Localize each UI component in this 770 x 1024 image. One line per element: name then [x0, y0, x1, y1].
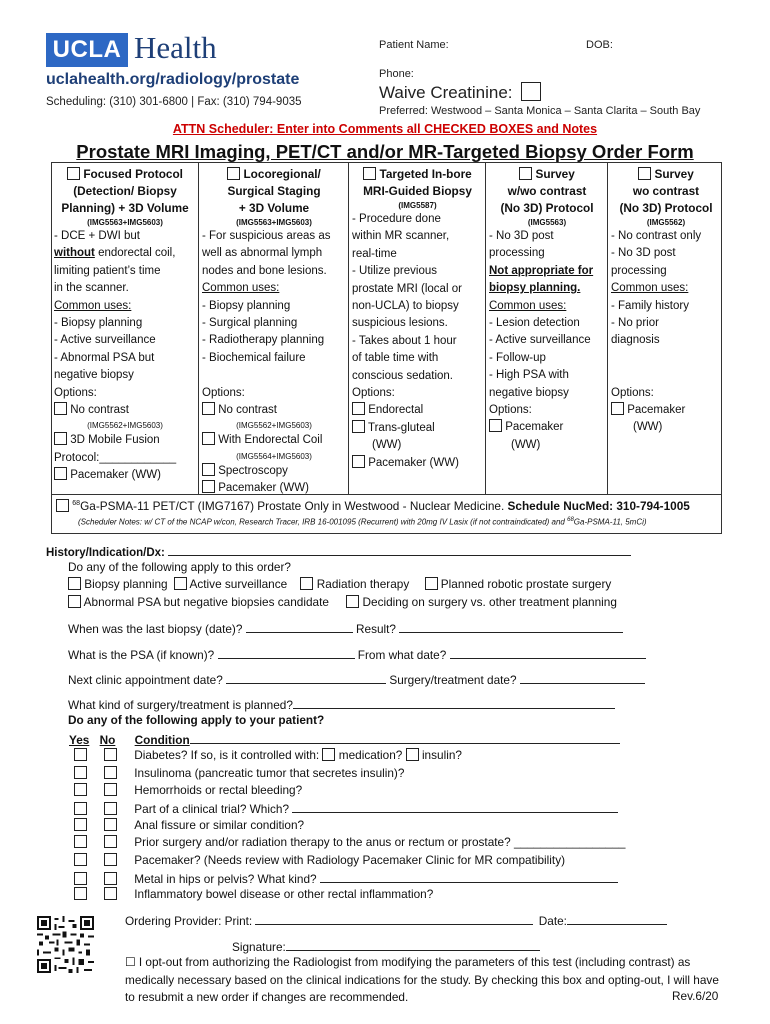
survey-without-contrast-column [611, 166, 721, 437]
description-line: - DCE + DWI but [54, 230, 140, 242]
history-input-line[interactable] [168, 543, 631, 556]
targeted-biopsy-column [352, 166, 483, 472]
patient-conditions-question: Do any of the following apply to your patient? [68, 713, 325, 727]
date-label: Date: [538, 914, 567, 928]
website-url[interactable]: uclahealth.org/radiology/prostate [46, 71, 300, 88]
description-line: - Takes about 1 hour [352, 334, 457, 347]
no-checkbox[interactable] [104, 783, 117, 796]
condition-row [74, 835, 625, 849]
common-uses-label: Common uses: [489, 299, 567, 312]
scheduler-notes [78, 517, 647, 527]
description-line: well as abnormal lymph [202, 247, 323, 260]
history-label: History/Indication/Dx: [46, 547, 165, 559]
order-options-row-2 [68, 595, 617, 609]
options-label: Options: [611, 386, 654, 399]
psa-date-label: From what date? [357, 648, 447, 662]
exam-code: (IMG5563+IMG5603) [87, 218, 163, 227]
patient-name-label: Patient Name: [379, 39, 449, 51]
option-label: Protocol:____________ [54, 451, 177, 464]
no-checkbox[interactable] [104, 835, 117, 848]
3d-mobile-fusion-checkbox[interactable] [54, 432, 67, 445]
health-logo-text: Health [134, 30, 217, 65]
signature-input[interactable] [286, 938, 540, 951]
condition-row [74, 853, 565, 867]
use-item: - Active surveillance [54, 334, 156, 347]
column-heading: Locoregional/ [243, 167, 321, 181]
column-heading: Targeted In-bore [379, 167, 472, 181]
next-clinic-input[interactable] [226, 671, 386, 684]
no-checkbox[interactable] [104, 887, 117, 900]
robotic-surgery-checkbox[interactable] [425, 577, 438, 590]
surgery-kind-row [68, 696, 615, 712]
use-item: - Biochemical failure [202, 351, 306, 364]
option-label: Trans-gluteal [368, 421, 435, 434]
option-label: (WW) [372, 439, 402, 452]
description-line: - No 3D post [611, 247, 676, 260]
clinic-appointment-row [68, 671, 645, 687]
option-label: Pacemaker (WW) [218, 482, 309, 495]
no-checkbox[interactable] [104, 802, 117, 815]
psma-pet-row [51, 494, 722, 534]
condition-row [74, 766, 404, 780]
description-line: - For suspicious areas as [202, 230, 331, 242]
insulin-checkbox[interactable] [406, 748, 419, 761]
option-label: insulin? [421, 748, 462, 762]
psa-label: What is the PSA (if known)? [68, 648, 215, 662]
yes-checkbox[interactable] [74, 783, 87, 796]
option-label: Pacemaker [505, 421, 564, 434]
endorectal-coil-checkbox[interactable] [202, 432, 215, 445]
exam-code: (IMG5562) [646, 218, 686, 227]
column-heading: Survey [654, 167, 694, 181]
description-line: limiting patient’s time [54, 264, 161, 277]
survey-with-contrast-checkbox[interactable] [519, 167, 532, 180]
biopsy-planning-checkbox[interactable] [68, 577, 81, 590]
no-checkbox[interactable] [104, 766, 117, 779]
pacemaker-checkbox[interactable] [489, 419, 502, 432]
opt-out-statement [125, 954, 727, 1007]
waive-creatinine [379, 82, 541, 103]
options-label: Options: [352, 387, 395, 400]
psma-pet-checkbox[interactable] [56, 499, 69, 512]
condition-label: Prior surgery and/or radiation therapy to the anus or rectum or prostate? _________________ [134, 835, 626, 849]
yes-column-header: Yes [69, 733, 90, 747]
option-label: 3D Mobile Fusion [70, 434, 160, 447]
option-label: With Endorectal Coil [218, 434, 323, 447]
use-item: - Abnormal PSA but [54, 351, 155, 364]
condition-row [74, 748, 462, 762]
description-line: - No 3D post [489, 230, 554, 242]
order-options-row-1 [68, 577, 611, 591]
option-label: (WW) [511, 438, 541, 451]
column-heading: (No 3D) Protocol [619, 201, 713, 215]
no-contrast-checkbox[interactable] [54, 402, 67, 415]
no-checkbox[interactable] [104, 818, 117, 831]
description-line: - No contrast only [611, 230, 702, 242]
focused-protocol-column [54, 166, 196, 485]
waive-creatinine-label: Waive Creatinine: [379, 83, 513, 102]
condition-label: Metal in hips or pelvis? What kind? [134, 872, 317, 886]
survey-with-contrast-column [489, 166, 605, 454]
description-line: conscious sedation. [352, 369, 454, 382]
warning-line: Not appropriate for [489, 264, 594, 277]
protocol-table [51, 162, 722, 495]
next-clinic-label: Next clinic appointment date? [68, 673, 223, 687]
option-label: Pacemaker [627, 404, 686, 417]
result-label: Result? [355, 622, 396, 636]
isotope-superscript: 68 [72, 500, 81, 508]
deciding-surgery-checkbox[interactable] [346, 595, 359, 608]
no-contrast-checkbox[interactable] [202, 402, 215, 415]
phone-label: Phone: [379, 68, 414, 80]
use-item: negative biopsy [489, 386, 569, 399]
description-line: prostate MRI (local or [352, 282, 462, 295]
attn-scheduler-note: ATTN Scheduler: Enter into Comments all CHECKED BOXES and Notes [172, 122, 598, 136]
condition-row [74, 818, 304, 832]
column-heading: wo contrast [632, 184, 700, 198]
option-label: (WW) [633, 421, 663, 434]
option-label: Biopsy planning [84, 577, 168, 591]
use-item: negative biopsy [54, 369, 134, 382]
description-line: real-time [352, 247, 397, 260]
dob-label: DOB: [586, 39, 613, 51]
surgery-kind-input[interactable] [293, 696, 615, 709]
description-line: in the scanner. [54, 282, 129, 295]
signature-row [232, 938, 540, 954]
condition-label: Diabetes? If so, is it controlled with: [134, 748, 320, 762]
option-label: Spectroscopy [218, 464, 288, 477]
column-heading: Planning) + 3D Volume [61, 201, 189, 215]
use-item: diagnosis [611, 334, 660, 347]
ordering-provider-label: Ordering Provider: Print: [125, 914, 253, 928]
option-label: No contrast [218, 404, 278, 417]
targeted-biopsy-checkbox[interactable] [363, 167, 376, 180]
description-line: - Procedure done [352, 213, 441, 225]
option-label: Pacemaker (WW) [368, 456, 459, 469]
column-heading: w/wo contrast [507, 184, 587, 198]
pacemaker-checkbox[interactable] [352, 455, 365, 468]
use-item: - Surgical planning [202, 317, 298, 330]
pacemaker-checkbox[interactable] [611, 402, 624, 415]
exam-code: (IMG5564+IMG5603) [236, 451, 312, 461]
option-label: Pacemaker (WW) [70, 469, 161, 482]
use-item: - Biopsy planning [202, 299, 291, 312]
ucla-logo: UCLA [46, 33, 128, 67]
active-surveillance-checkbox[interactable] [174, 577, 187, 590]
no-checkbox[interactable] [104, 872, 117, 885]
surgery-date-input[interactable] [520, 671, 645, 684]
surgery-kind-label: What kind of surgery/treatment is planned? [68, 698, 293, 712]
nucmed-phone: Schedule NucMed: 310-794-1005 [507, 499, 690, 513]
abnormal-psa-checkbox[interactable] [68, 595, 81, 608]
condition-row [74, 783, 302, 797]
column-heading: Focused Protocol [83, 167, 183, 181]
metal-kind-input[interactable] [320, 870, 618, 883]
condition-column-header: Condition [134, 733, 190, 747]
common-uses-label: Common uses: [202, 282, 280, 295]
last-biopsy-input[interactable] [246, 620, 353, 633]
options-label: Options: [202, 386, 245, 399]
exam-code: (IMG5562+IMG5603) [236, 421, 312, 431]
option-label: Radiation therapy [316, 577, 410, 591]
yes-checkbox[interactable] [74, 853, 87, 866]
condition-label: Anal fissure or similar condition? [134, 818, 305, 832]
column-heading: Survey [535, 167, 575, 181]
result-input[interactable] [399, 620, 623, 633]
options-label: Options: [54, 386, 97, 399]
description-line: suspicious lesions. [352, 317, 448, 330]
use-item: - No prior [611, 317, 659, 330]
condition-row [74, 800, 618, 816]
option-label: medication? [338, 748, 403, 762]
yes-checkbox[interactable] [74, 766, 87, 779]
option-label: Abnormal PSA but negative biopsies candidate [83, 595, 329, 609]
order-question: Do any of the following apply to this order? [68, 560, 291, 574]
psa-date-input[interactable] [450, 646, 646, 659]
trans-gluteal-checkbox[interactable] [352, 420, 365, 433]
description-line: of table time with [352, 352, 439, 365]
psma-description: Ga-PSMA-11 PET/CT (IMG7167) Prostate Only in Westwood - Nuclear Medicine. [80, 499, 508, 513]
use-item: - Lesion detection [489, 317, 580, 330]
ordering-provider-input[interactable] [255, 912, 533, 925]
conditions-header [69, 731, 620, 747]
column-heading: MRI-Guided Biopsy [363, 184, 472, 198]
use-item: - Radiotherapy planning [202, 334, 325, 347]
description-line: within MR scanner, [352, 230, 450, 243]
yes-checkbox[interactable] [74, 872, 87, 885]
description-line: non-UCLA) to biopsy [352, 300, 459, 313]
use-item: - Active surveillance [489, 334, 591, 347]
use-item: - Follow-up [489, 351, 546, 364]
last-biopsy-label: When was the last biopsy (date)? [68, 622, 243, 636]
preferred-locations: Preferred: Westwood – Santa Monica – Santa Clarita – South Bay [379, 105, 701, 117]
no-checkbox[interactable] [104, 748, 117, 761]
exam-code: (IMG5563+IMG5603) [236, 218, 312, 227]
clinical-trial-input[interactable] [292, 800, 618, 813]
column-heading: Surgical Staging [227, 184, 321, 198]
exam-code: (IMG5563) [527, 218, 567, 227]
description-line: processing [611, 264, 667, 277]
exam-code: (IMG5562+IMG5603) [87, 421, 163, 431]
description-line: nodes and bone lesions. [202, 264, 327, 277]
yes-checkbox[interactable] [74, 887, 87, 900]
description-emphasis: without [54, 247, 95, 260]
revision-label: Rev.6/20 [672, 989, 719, 1003]
isotope-superscript: 68 [567, 517, 574, 523]
radiation-therapy-checkbox[interactable] [300, 577, 313, 590]
common-uses-label: Common uses: [54, 299, 132, 312]
scheduler-notes-text: (Scheduler Notes: w/ CT of the NCAP w/con, Research Tracer, IRB 16-001095 (Recurrent) with 20mg IV Lasix (if not contraindicated) and [78, 517, 568, 527]
condition-row [74, 887, 433, 901]
no-checkbox[interactable] [104, 853, 117, 866]
description-line: processing [489, 247, 545, 260]
psa-row [68, 646, 646, 662]
psa-input[interactable] [218, 646, 355, 659]
use-item: - Biopsy planning [54, 317, 143, 330]
opt-out-text: ☐ I opt-out from authorizing the Radiologist from modifying the parameters of this test (including contrast) as medically necessary based on the clinical indications for the study. By checking this box and opting-out, I will have to resubmit a new order if changes are recommended. [125, 955, 719, 1004]
option-label: Deciding on surgery vs. other treatment planning [362, 595, 617, 609]
pacemaker-checkbox[interactable] [54, 467, 67, 480]
no-column-header: No [99, 733, 116, 747]
locoregional-column [202, 166, 346, 498]
scheduling-info: Scheduling: (310) 301-6800 | Fax: (310) 794-9035 [46, 96, 302, 108]
yes-checkbox[interactable] [74, 748, 87, 761]
condition-row [74, 870, 618, 886]
last-biopsy-row [68, 620, 623, 636]
common-uses-label: Common uses: [611, 282, 689, 295]
use-item: - High PSA with [489, 369, 569, 382]
history-field [46, 543, 631, 559]
locoregional-checkbox[interactable] [227, 167, 240, 180]
yes-checkbox[interactable] [74, 835, 87, 848]
waive-creatinine-checkbox[interactable] [521, 82, 541, 101]
medication-checkbox[interactable] [322, 748, 335, 761]
signature-label: Signature: [232, 940, 286, 954]
description-line: endorectal coil, [94, 247, 176, 260]
condition-label: Part of a clinical trial? Which? [134, 802, 290, 816]
column-heading: (Detection/ Biopsy [73, 184, 177, 198]
option-label: Endorectal [368, 404, 424, 417]
option-label: Active surveillance [189, 577, 288, 591]
form-title: Prostate MRI Imaging, PET/CT and/or MR-Targeted Biopsy Order Form [76, 141, 694, 162]
use-item: - Family history [611, 299, 689, 312]
ordering-provider-row [125, 912, 667, 928]
condition-label: Inflammatory bowel disease or other rectal inflammation? [134, 887, 434, 901]
description-line: - Utilize previous [352, 265, 437, 278]
option-label: Planned robotic prostate surgery [440, 577, 612, 591]
survey-without-contrast-checkbox[interactable] [638, 167, 651, 180]
condition-label: Pacemaker? (Needs review with Radiology Pacemaker Clinic for MR compatibility) [134, 853, 566, 867]
scheduler-notes-text: Ga-PSMA-11, 5mCi) [573, 517, 647, 527]
qr-code [37, 916, 94, 973]
surgery-date-label: Surgery/treatment date? [389, 673, 517, 687]
pacemaker-checkbox[interactable] [202, 480, 215, 493]
yes-checkbox[interactable] [74, 818, 87, 831]
column-heading: + 3D Volume [238, 201, 310, 215]
option-label: No contrast [70, 404, 130, 417]
yes-checkbox[interactable] [74, 802, 87, 815]
exam-code: (IMG5587) [398, 201, 437, 210]
condition-label: Insulinoma (pancreatic tumor that secretes insulin)? [134, 766, 405, 780]
warning-line: biopsy planning. [489, 282, 581, 295]
column-heading: (No 3D) Protocol [500, 201, 594, 215]
options-label: Options: [489, 404, 532, 417]
spectroscopy-checkbox[interactable] [202, 463, 215, 476]
focused-protocol-checkbox[interactable] [67, 167, 80, 180]
endorectal-checkbox[interactable] [352, 402, 365, 415]
date-input[interactable] [567, 912, 667, 925]
condition-label: Hemorrhoids or rectal bleeding? [134, 783, 303, 797]
